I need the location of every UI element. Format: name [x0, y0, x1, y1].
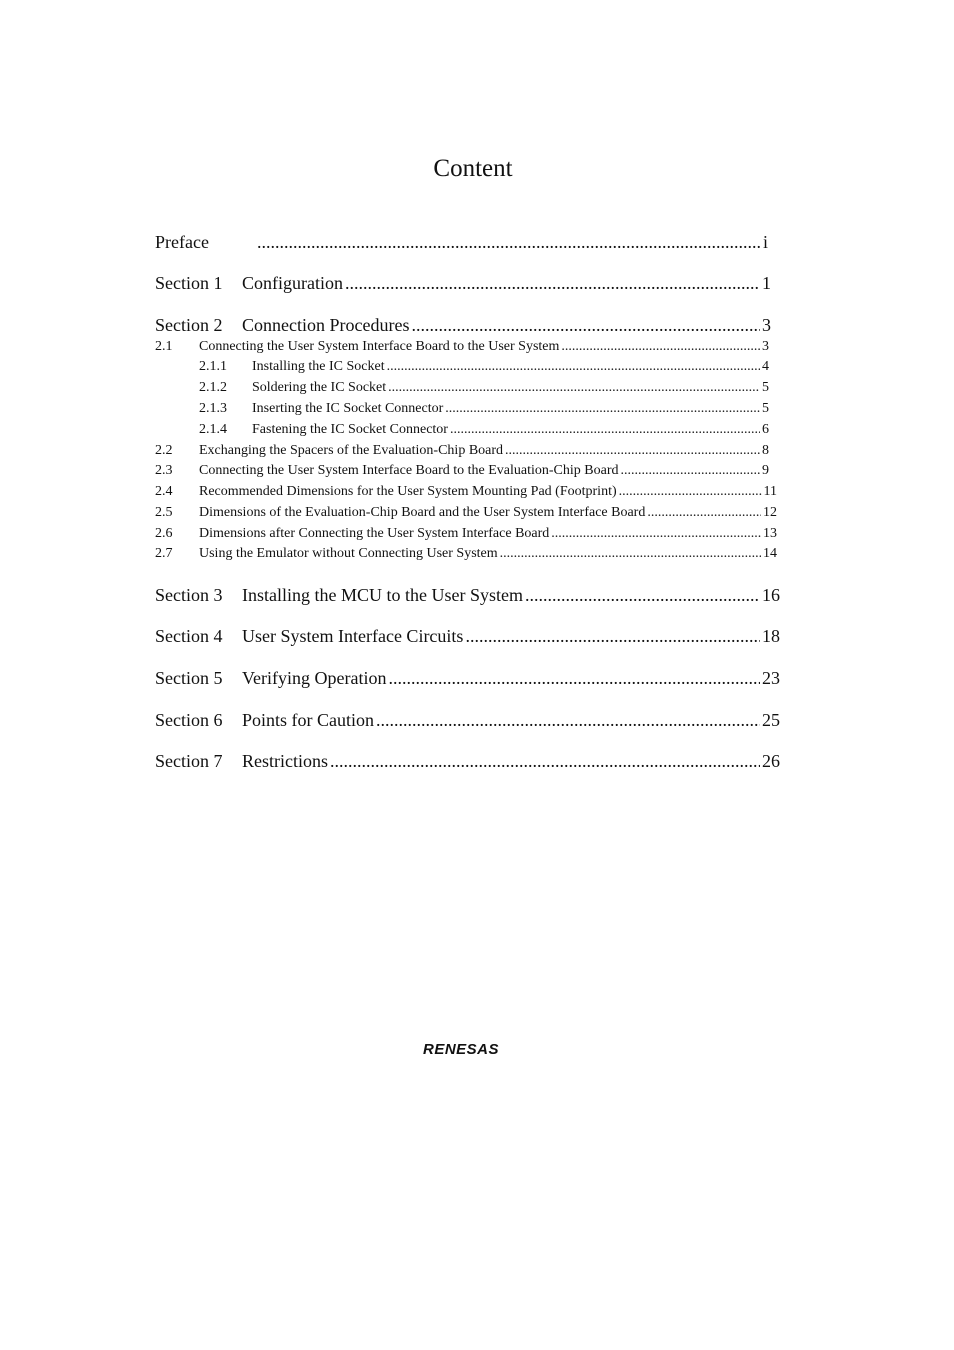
toc-entry[interactable] [155, 484, 777, 500]
toc-page-number: 23 [762, 668, 780, 688]
toc-leader-dots [345, 273, 760, 294]
toc-number: Section 2 [155, 315, 223, 335]
toc-leader-dots [525, 585, 760, 606]
toc-page-number: 6 [762, 422, 769, 437]
toc-leader-dots [450, 422, 760, 438]
toc-label: User System Interface Circuits [242, 626, 464, 646]
toc-leader-dots [257, 232, 761, 253]
toc-label: Points for Caution [242, 710, 375, 730]
toc-leader-dots [500, 546, 761, 562]
toc-label: Connecting the User System Interface Board to the User System [199, 339, 560, 354]
toc-number: 2.1.2 [199, 380, 227, 395]
toc-label: Recommended Dimensions for the User System Mounting Pad (Footprint) [199, 484, 617, 499]
toc-page-number: 1 [762, 273, 771, 293]
toc-entry[interactable] [155, 626, 780, 647]
toc-number: 2.1.3 [199, 401, 227, 416]
toc-label: Fastening the IC Socket Connector [252, 422, 448, 437]
toc-number: 2.4 [155, 484, 173, 499]
toc-label: Connecting the User System Interface Board to the Evaluation-Chip Board [199, 463, 619, 478]
toc-entry[interactable] [155, 273, 771, 294]
toc-number: 2.1.1 [199, 359, 227, 374]
toc-number: 2.3 [155, 463, 173, 478]
svg-text:RENESAS: RENESAS [423, 1041, 500, 1058]
toc-label: Restrictions [242, 751, 328, 771]
toc-entry[interactable] [155, 463, 769, 479]
toc-leader-dots [376, 710, 760, 731]
toc-number: 2.1 [155, 339, 173, 354]
toc-leader-dots [330, 751, 760, 772]
toc-label: Installing the MCU to the User System [242, 585, 523, 605]
toc-page-number: 11 [763, 484, 777, 499]
toc-page-number: 8 [762, 443, 769, 458]
toc-page-number: 14 [763, 546, 777, 561]
toc-page-number: 16 [762, 585, 780, 605]
toc-page-number: 26 [762, 751, 780, 771]
toc-leader-dots [647, 505, 761, 521]
toc-page-number: i [762, 232, 768, 252]
toc-leader-dots [388, 668, 760, 689]
toc-leader-dots [561, 339, 760, 355]
toc-number: 2.6 [155, 526, 173, 541]
toc-label: Inserting the IC Socket Connector [252, 401, 444, 416]
toc-label: Verifying Operation [242, 668, 387, 688]
toc-entry[interactable] [199, 359, 769, 375]
toc-number: Preface [155, 232, 209, 252]
toc-label: Dimensions of the Evaluation-Chip Board and the User System Interface Board [199, 505, 646, 520]
toc-page-number: 13 [763, 526, 777, 541]
toc-number: Section 6 [155, 710, 223, 730]
toc-entry[interactable] [155, 315, 771, 336]
page-title: Content [433, 155, 513, 182]
toc-page-number: 3 [762, 339, 769, 354]
toc-page-number: 5 [762, 380, 769, 395]
toc-entry[interactable] [155, 232, 768, 253]
toc-page-number: 12 [763, 505, 777, 520]
toc-label: Using the Emulator without Connecting User System [199, 546, 498, 561]
toc-number: Section 4 [155, 626, 223, 646]
toc-entry[interactable] [155, 339, 769, 355]
toc-number: 2.2 [155, 443, 173, 458]
toc-leader-dots [388, 380, 760, 396]
toc-number: 2.1.4 [199, 422, 227, 437]
toc-entry[interactable] [155, 710, 780, 731]
toc-label: Configuration [242, 273, 343, 293]
toc-entry[interactable] [155, 585, 780, 606]
toc-page-number: 9 [762, 463, 769, 478]
toc-leader-dots [619, 484, 762, 500]
toc-entry[interactable] [155, 526, 777, 542]
toc-number: Section 5 [155, 668, 223, 688]
toc-page-number: 3 [762, 315, 771, 335]
toc-label: Connection Procedures [242, 315, 410, 335]
toc-label: Dimensions after Connecting the User System Interface Board [199, 526, 550, 541]
toc-entry[interactable] [155, 751, 780, 772]
toc-leader-dots [411, 315, 760, 336]
toc-number: 2.5 [155, 505, 173, 520]
toc-leader-dots [387, 359, 760, 375]
toc-page-number: 4 [762, 359, 769, 374]
toc-entry[interactable] [155, 505, 777, 521]
toc-entry[interactable] [155, 443, 769, 459]
toc-number: Section 3 [155, 585, 223, 605]
toc-number: Section 7 [155, 751, 223, 771]
toc-page-number: 5 [762, 401, 769, 416]
toc-entry[interactable] [199, 422, 769, 438]
toc-leader-dots [465, 626, 760, 647]
toc-leader-dots [621, 463, 760, 479]
toc-label: Installing the IC Socket [252, 359, 385, 374]
toc-number: Section 1 [155, 273, 223, 293]
toc-page-number: 18 [762, 626, 780, 646]
toc-entry[interactable] [155, 668, 780, 689]
toc-leader-dots [445, 401, 760, 417]
toc-entry[interactable] [199, 380, 769, 396]
toc-entry[interactable] [155, 546, 777, 562]
renesas-logo [423, 1038, 523, 1058]
toc-number: 2.7 [155, 546, 173, 561]
toc-entry[interactable] [199, 401, 769, 417]
toc-leader-dots [505, 443, 760, 459]
toc-leader-dots [551, 526, 761, 542]
toc-page-number: 25 [762, 710, 780, 730]
toc-label: Soldering the IC Socket [252, 380, 387, 395]
toc-label: Exchanging the Spacers of the Evaluation-Chip Board [199, 443, 504, 458]
